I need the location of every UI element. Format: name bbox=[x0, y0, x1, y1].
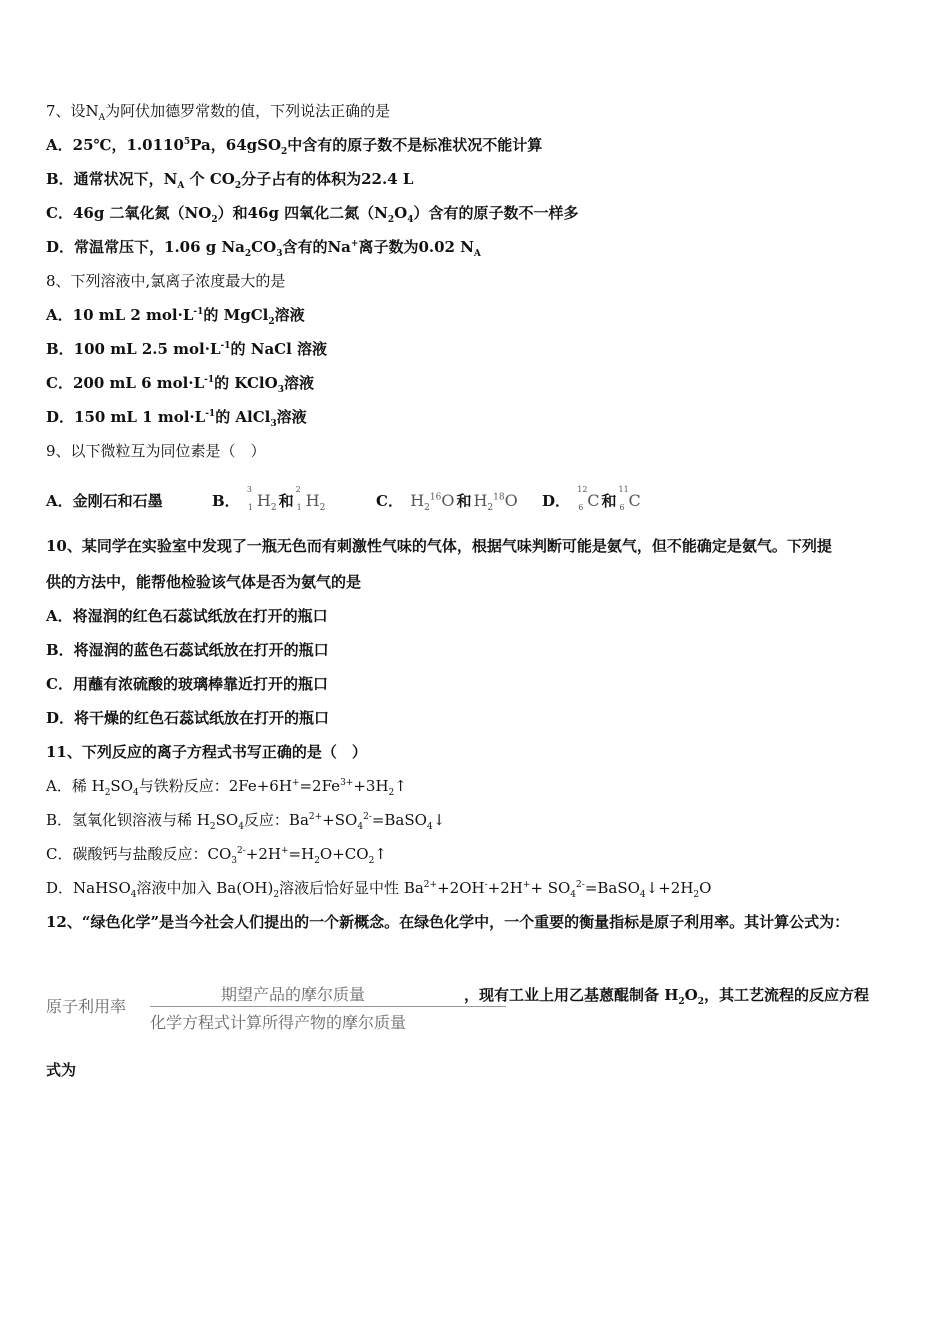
q11-option-a: A．稀 $H_2SO_4$与铁粉反应：$2Fe+6H^+=2Fe^{3+}+3H_2↑$ bbox=[46, 777, 407, 798]
q11-option-d: D．NaHSO$_4$溶液中加入 $Ba(OH)_2$溶液后恰好显中性 $Ba^{2+}+2OH^-+2H^++$ $SO_4^{2-}=BaSO_4↓+2H_2O$ bbox=[46, 879, 712, 900]
isotope-h3: 3 1 $H_2$ bbox=[246, 485, 277, 514]
q8-option-a: A．10 mL 2 $mol\cdot L^{-1}$的 MgCl$_2$溶液 bbox=[46, 306, 305, 327]
isotope-c11: 11 6 C bbox=[618, 485, 641, 512]
q8-option-c: C．200 mL 6 $mol\cdot L^{-1}$的 KClO$_3$溶液 bbox=[46, 374, 314, 395]
q8-stem: 8、下列溶液中,氯离子浓度最大的是 bbox=[46, 272, 286, 290]
formula-numerator: 期望产品的摩尔质量 bbox=[221, 985, 366, 1004]
q9-option-a: A．金刚石和石墨 bbox=[46, 492, 163, 510]
formula-denominator: 化学方程式计算所得产物的摩尔质量 bbox=[150, 1013, 407, 1032]
q9-option-c: C． $H_2^{16}O$ 和 $H_2^{18}O$ bbox=[376, 491, 518, 514]
q10-option-b: B．将湿润的蓝色石蕊试纸放在打开的瓶口 bbox=[46, 641, 329, 659]
q10-stem-line1: 10、某同学在实验室中发现了一瓶无色而有刺激性气味的气体，根据气味判断可能是氨气，但不能确定是氨气。下列提 bbox=[46, 537, 832, 555]
q7-option-b: B．通常状况下，$N_A$ 个 $CO_2$分子占有的体积为22.4 L bbox=[46, 170, 414, 191]
molecule-h2o18: $H_2^{18}O$ bbox=[473, 491, 518, 514]
q9-option-b: B． 3 1 $H_2$ 和 2 1 $H_2$ bbox=[212, 485, 326, 514]
q10-option-a: A．将湿润的红色石蕊试纸放在打开的瓶口 bbox=[46, 607, 328, 625]
q12-after-formula: ，现有工业上用乙基蒽醌制备 $H_2O_2$，其工艺流程的反应方程 bbox=[464, 986, 870, 1007]
q11-stem: 11、下列反应的离子方程式书写正确的是（ ） bbox=[46, 743, 367, 761]
q8-option-d: D．150 mL 1 $mol\cdot L^{-1}$的 AlCl$_3$溶液 bbox=[46, 408, 307, 429]
isotope-c12: 12 6 C bbox=[577, 485, 600, 512]
formula-lhs: 原子利用率 bbox=[46, 997, 127, 1016]
q7-option-d: D．常温常压下，1.06 g $Na_2CO_3$含有的Na+离子数为0.02 $N_A$ bbox=[46, 238, 481, 259]
q11-option-c: C．碳酸钙与盐酸反应：$CO_3^{2-}+2H^+=H_2O+CO_2↑$ bbox=[46, 845, 387, 866]
fraction-bar bbox=[150, 1006, 506, 1007]
q12-stem: 12、“绿色化学”是当今社会人们提出的一个新概念。在绿色化学中，一个重要的衡量指标是原子利用率。其计算公式为： bbox=[46, 913, 850, 931]
q10-option-c: C．用蘸有浓硫酸的玻璃棒靠近打开的瓶口 bbox=[46, 675, 328, 693]
q10-option-d: D．将干燥的红色石蕊试纸放在打开的瓶口 bbox=[46, 709, 330, 727]
q9-option-d: D． 12 6 C 和 11 6 C bbox=[542, 485, 641, 512]
q7-option-a: A．25℃，1.0110$^5$Pa，64gSO$_2$中含有的原子数不是标准状况不能计算 bbox=[46, 136, 543, 157]
isotope-h2: 2 1 $H_2$ bbox=[295, 485, 326, 514]
q8-option-b: B．100 mL 2.5 $mol\cdot L^{-1}$的 NaCl 溶液 bbox=[46, 340, 328, 358]
q9-options bbox=[46, 478, 926, 514]
q7-option-c: C．46g 二氧化氮$(NO_2)$和46g 四氧化二氮$(N_2O_4)$含有的原子数不一样多 bbox=[46, 204, 579, 225]
q9-stem: 9、以下微粒互为同位素是（ ） bbox=[46, 442, 266, 460]
q12-tail: 式为 bbox=[46, 1061, 77, 1079]
molecule-h2o16: $H_2^{16}O$ bbox=[410, 491, 455, 514]
q7-stem: 7、设$N_A$为阿伏加德罗常数的值，下列说法正确的是 bbox=[46, 102, 391, 123]
q10-stem-line2: 供的方法中，能帮他检验该气体是否为氨气的是 bbox=[46, 573, 362, 591]
q11-option-b: B．氢氧化钡溶液与稀 $H_2SO_4$反应：$Ba^{2+}+SO_4^{2-}=BaSO_4↓$ bbox=[46, 811, 446, 832]
atom-economy-formula bbox=[46, 982, 466, 1042]
